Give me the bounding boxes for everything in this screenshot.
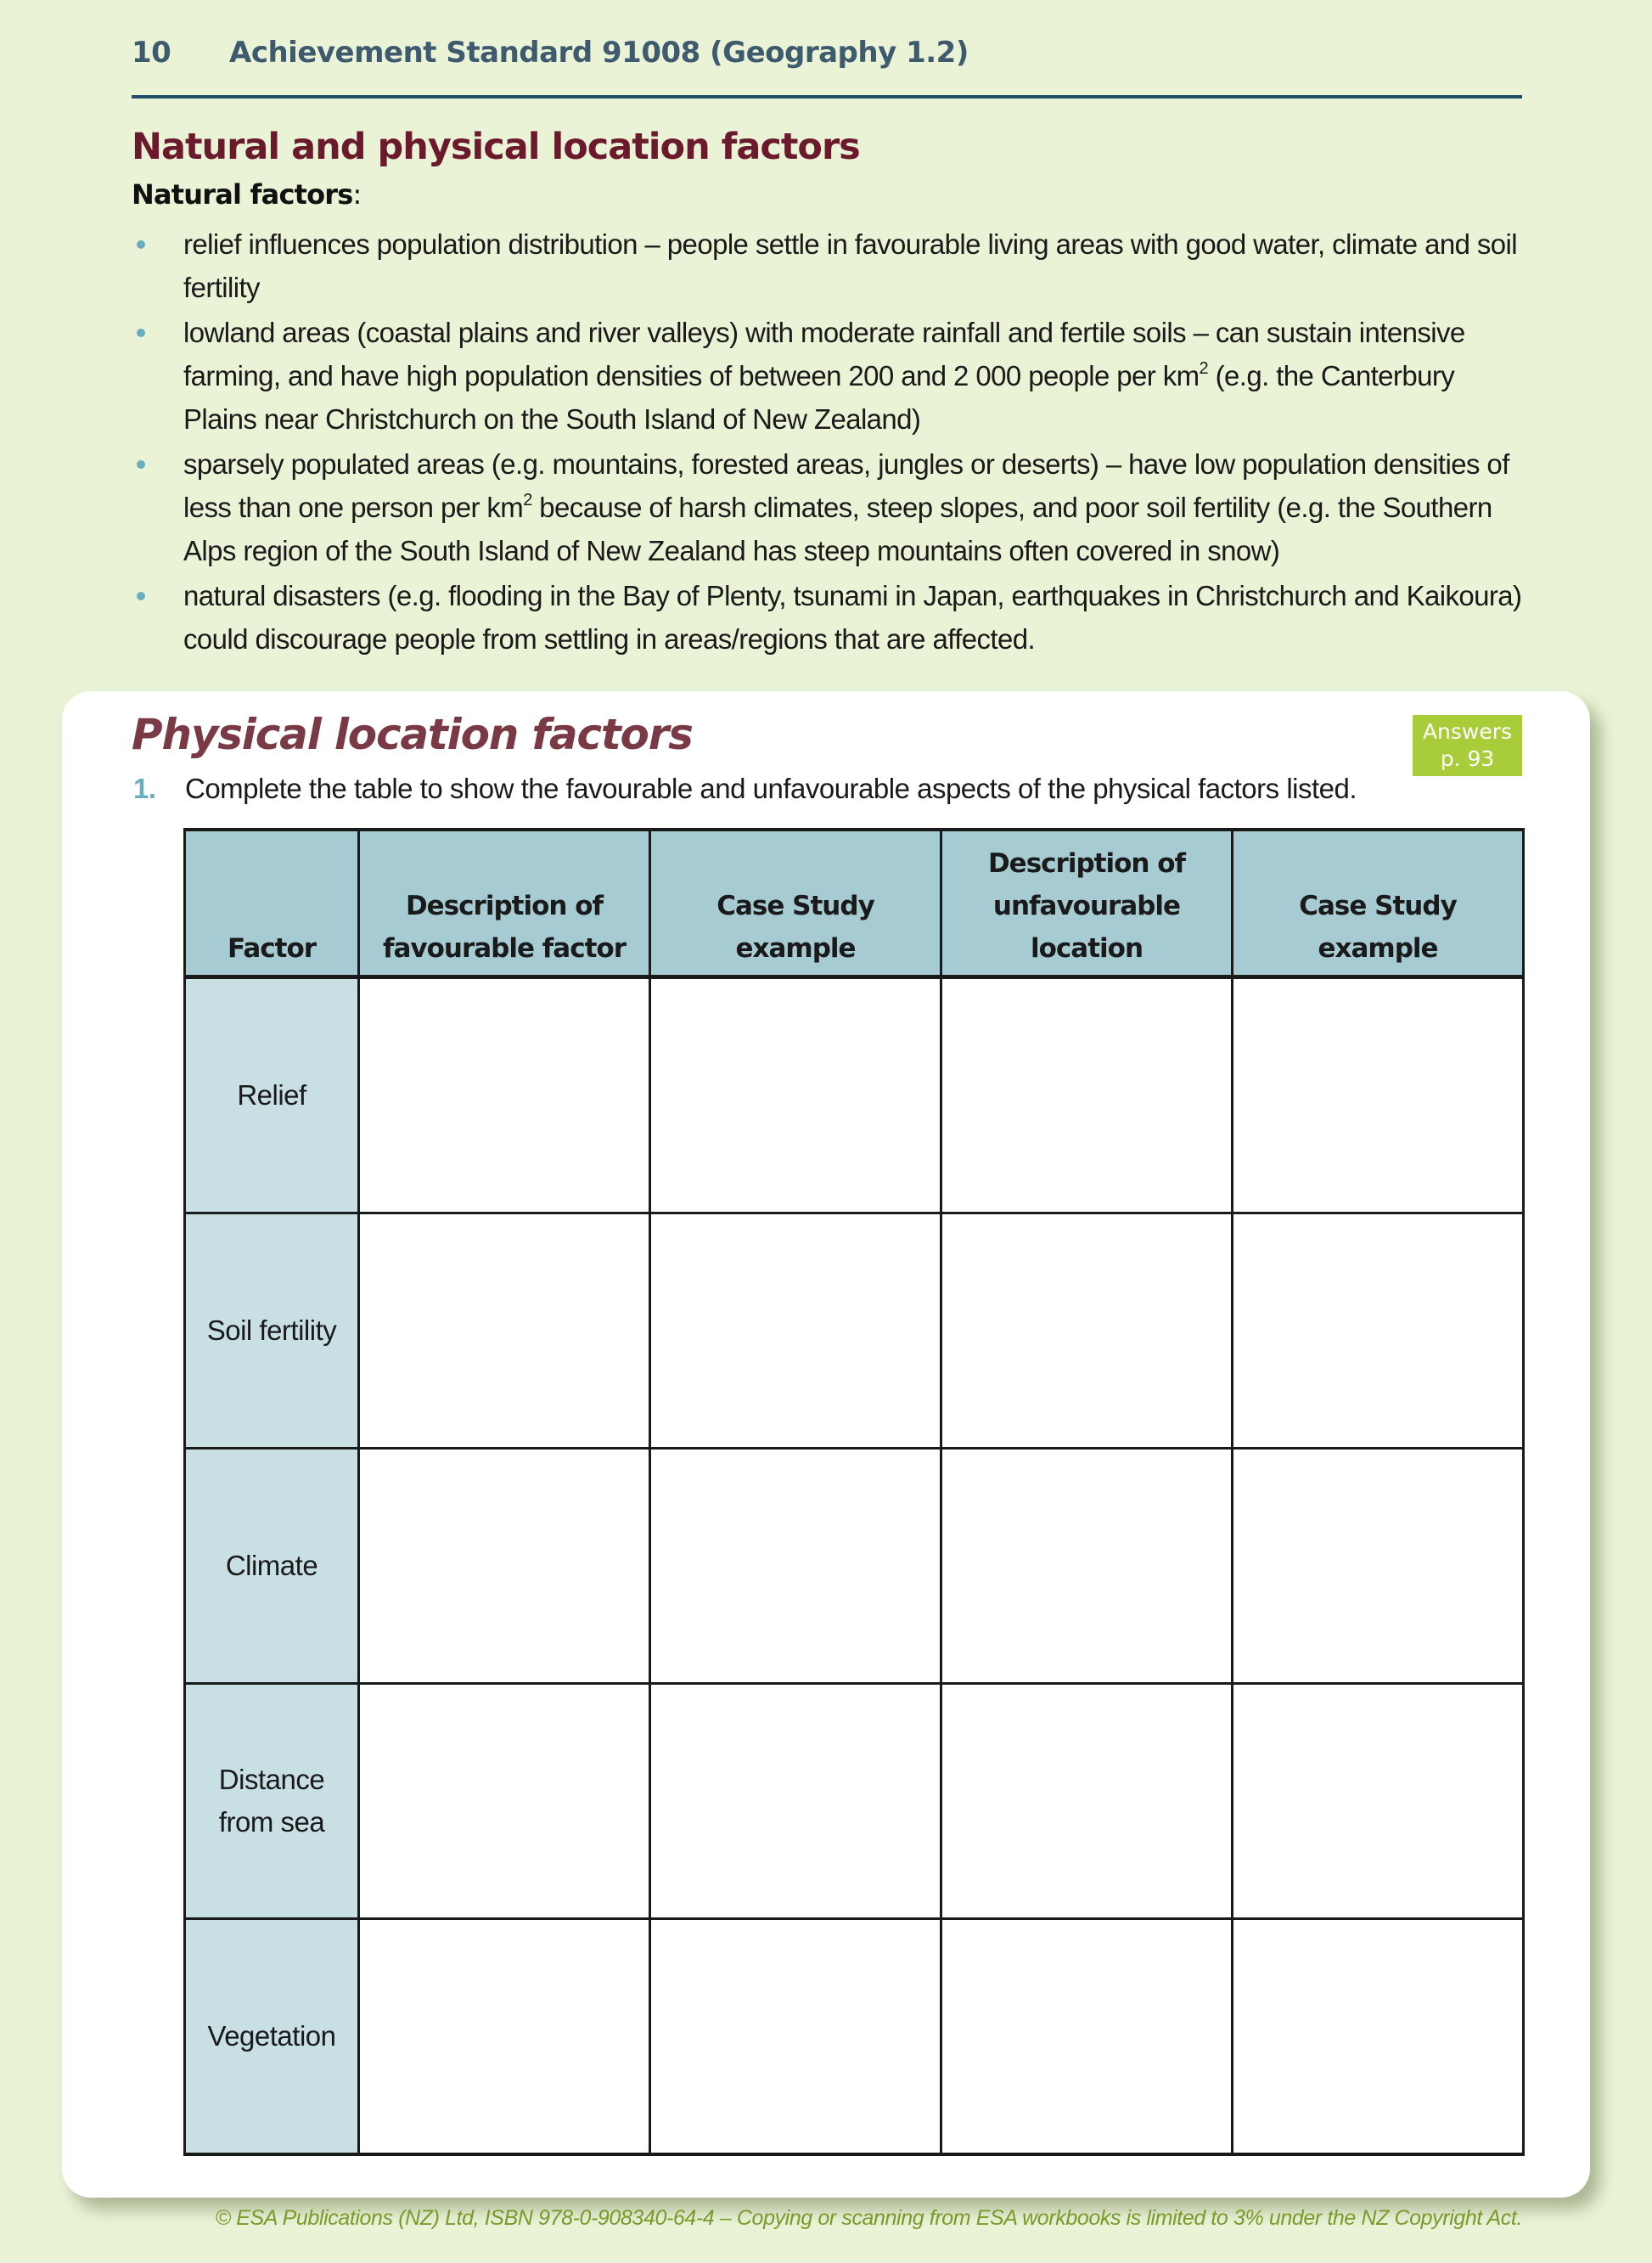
page-number: 10 [132, 36, 171, 70]
bullet-text-continued: (e.g. the Canterbury Plains near Christchurch on the South Island of New Zealand) [183, 360, 1455, 435]
answer-cell[interactable] [359, 1684, 650, 1919]
answer-cell[interactable] [359, 1213, 650, 1449]
bullet-text: lowland areas (coastal plains and river valleys) with moderate rainfall and fertile soils – can sustain intensive farming, and have high population densities of between 200 and 2 000 people per km [183, 317, 1465, 391]
answers-badge-label: Answers [1422, 719, 1513, 744]
factor-soil-fertility: Soil fertility [185, 1213, 359, 1449]
superscript: 2 [1199, 359, 1209, 378]
bullet-icon [137, 592, 145, 600]
answer-cell[interactable] [359, 1919, 650, 2155]
question-number: 1. [133, 773, 156, 804]
page-header [132, 36, 969, 70]
answer-cell[interactable] [650, 1919, 941, 2155]
answer-cell[interactable] [359, 1449, 650, 1684]
activity-card [62, 691, 1590, 2198]
answers-badge-page: p. 93 [1440, 746, 1495, 771]
bullet-icon [137, 240, 145, 249]
table-row [185, 977, 1524, 1213]
header-unfavourable-description: Description of unfavourable location [941, 830, 1233, 977]
bullet-text: natural disasters (e.g. flooding in the Bay of Plenty, tsunami in Japan, earthquakes in Christchurch and Kaikoura) could discourage people from settling in areas/regions that are affected. [183, 580, 1522, 655]
answer-cell[interactable] [1233, 977, 1524, 1213]
list-item [132, 222, 1524, 309]
table-row [185, 1213, 1524, 1449]
list-item [132, 574, 1524, 661]
natural-factors-subhead [132, 178, 362, 211]
answer-cell[interactable] [1233, 1684, 1524, 1919]
bullet-text-continued: because of harsh climates, steep slopes, and poor soil fertility (e.g. the Southern Alps region of the South Island of New Zealand has steep mountains often covered in snow) [183, 492, 1492, 566]
answer-cell[interactable] [941, 1684, 1233, 1919]
bullet-icon [137, 460, 145, 469]
section-title: Natural and physical location factors [132, 126, 860, 168]
header-factor: Factor [185, 830, 359, 977]
bullet-text: sparsely populated areas (e.g. mountains, forested areas, jungles or deserts) – have low population densities of less than one person per km [183, 448, 1509, 523]
question-1 [133, 773, 1357, 805]
list-item [132, 442, 1524, 572]
answer-cell[interactable] [941, 977, 1233, 1213]
factor-climate: Climate [185, 1449, 359, 1684]
answer-cell[interactable] [650, 1684, 941, 1919]
header-favourable-description: Description of favourable factor [359, 830, 650, 977]
factor-distance-from-sea: Distance from sea [185, 1684, 359, 1919]
answer-cell[interactable] [1233, 1213, 1524, 1449]
subhead-text: Natural factors [132, 178, 353, 211]
answer-cell[interactable] [941, 1213, 1233, 1449]
bullet-text: relief influences population distribution – people settle in favourable living areas with good water, climate and soil fertility [183, 228, 1518, 303]
table-row [185, 1919, 1524, 2155]
copyright-footer: © ESA Publications (NZ) Ltd, ISBN 978-0-908340-64-4 – Copying or scanning from ESA workbooks is limited to 3% under the NZ Copyright Act. [215, 2206, 1522, 2230]
subhead-colon: : [352, 178, 362, 211]
answer-cell[interactable] [941, 1919, 1233, 2155]
factor-relief: Relief [185, 977, 359, 1213]
factor-vegetation: Vegetation [185, 1919, 359, 2155]
bullet-icon [137, 329, 145, 337]
answer-cell[interactable] [941, 1449, 1233, 1684]
table-header-row [185, 830, 1524, 977]
natural-factors-list [132, 222, 1524, 662]
page-header-title: Achievement Standard 91008 (Geography 1.2) [229, 36, 969, 70]
header-case-study-favourable: Case Study example [650, 830, 941, 977]
answer-cell[interactable] [650, 1213, 941, 1449]
answer-cell[interactable] [359, 977, 650, 1213]
question-text: Complete the table to show the favourable and unfavourable aspects of the physical factors listed. [185, 773, 1357, 804]
list-item [132, 311, 1524, 441]
answer-cell[interactable] [650, 1449, 941, 1684]
header-divider [132, 95, 1522, 99]
header-case-study-unfavourable: Case Study example [1233, 830, 1524, 977]
answer-cell[interactable] [1233, 1449, 1524, 1684]
activity-title: Physical location factors [132, 710, 693, 759]
superscript: 2 [523, 491, 532, 509]
table-row [185, 1449, 1524, 1684]
physical-factors-table [183, 828, 1525, 2156]
answer-cell[interactable] [650, 977, 941, 1213]
table-row [185, 1684, 1524, 1919]
answer-cell[interactable] [1233, 1919, 1524, 2155]
answers-badge [1413, 715, 1522, 776]
